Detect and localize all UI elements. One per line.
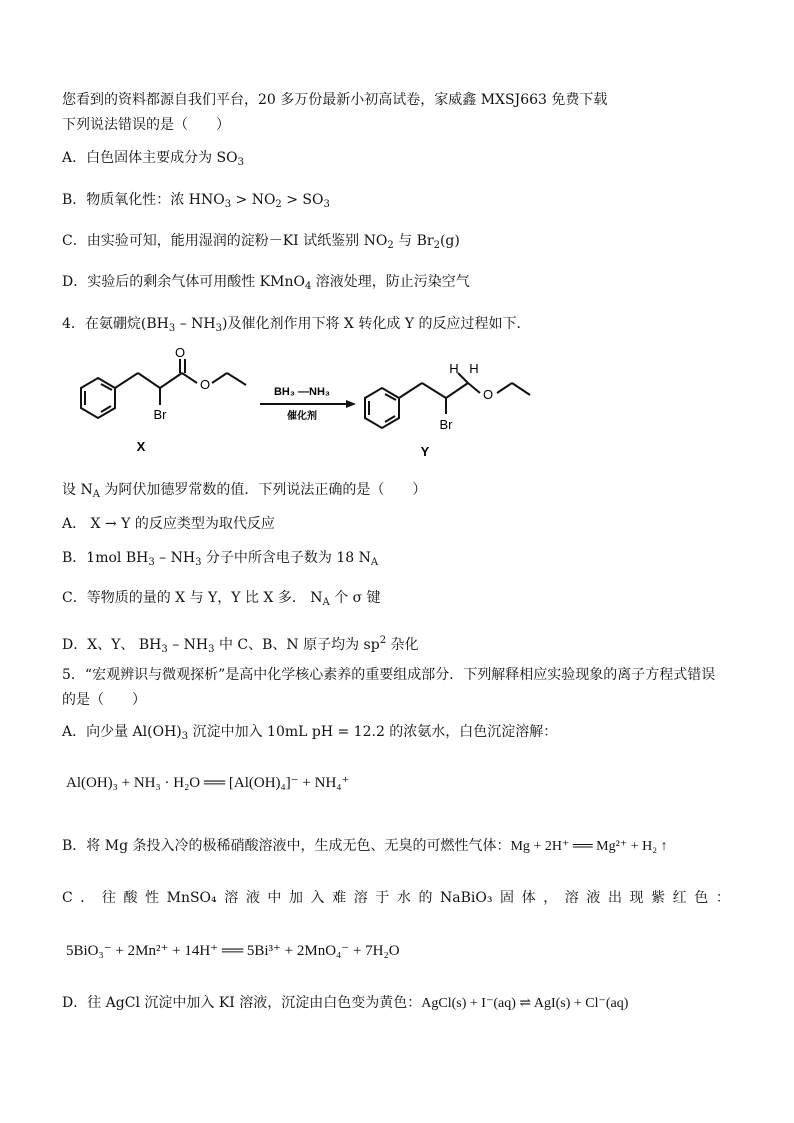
- y-br-label: Br: [439, 417, 453, 432]
- y-h-label-2: H: [469, 361, 479, 376]
- q5-option-c-word: 色: [694, 890, 709, 906]
- q5-option-c-equation: 5BiO₃⁻ + 2Mn²⁺ + 14H⁺ ══ 5Bi³⁺ + 2MnO₄⁻ + 7H₂O: [66, 943, 400, 959]
- q3-option-b: B．物质氧化性：浓 $HNO_3 > NO_2 > SO_3$: [62, 192, 330, 210]
- q5-option-a-equation: Al(OH)₃ + NH₃ · H₂O ══ [Al(OH)₄]⁻ + NH₄⁺: [66, 775, 350, 791]
- y-ether-o-label: O: [482, 387, 494, 402]
- q5-option-c-word: 往: [101, 890, 116, 906]
- q5-option-c-word: 红: [672, 890, 687, 906]
- q4-stem: 4．在氨硼烷$(BH_3 - NH_3)$及催化剂作用下将 X 转化成 Y 的反应过程如下．: [62, 316, 531, 334]
- reagent-label: BH₃ —NH₃: [273, 386, 331, 398]
- q5-option-c-word: ，: [543, 890, 558, 906]
- q5-option-c-word: 固: [500, 890, 515, 906]
- q5-option-c-word: 紫: [651, 890, 666, 906]
- q5-option-b: B．将 Mg 条投入冷的极稀硝酸溶液中，生成无色、无臭的可燃性气体：Mg + 2H⁺ ══ Mg²⁺ + H₂ ↑: [62, 838, 668, 854]
- q5-option-c-word: 难: [332, 890, 347, 906]
- q5-option-c-word: 溶: [224, 890, 239, 906]
- compound-x-label: X: [136, 439, 146, 454]
- compound-y-label: Y: [420, 444, 430, 459]
- q5-option-d-equation: AgCl(s) + I⁻(aq) ⇌ AgI(s) + Cl⁻(aq): [421, 996, 629, 1011]
- q5-option-c-word: ．: [80, 890, 95, 906]
- q5-option-c-word: 体: [521, 890, 536, 906]
- q5-option-c-word: 的: [418, 890, 433, 906]
- q3-stem: 下列说法错误的是（ ）: [62, 117, 230, 133]
- q5-stem-line2: 的是（ ）: [62, 692, 146, 708]
- q3-option-d: D．实验后的剩余气体可用酸性 KMnO$_4$ 溶液处理，防止污染空气: [62, 274, 470, 292]
- q5-stem-line1: 5．“宏观辨识与微观探析”是高中化学核心素养的重要组成部分．下列解释相应实验现象的离子方程式错误: [62, 667, 716, 683]
- catalyst-label: 催化剂: [287, 411, 317, 422]
- q5-option-c-word: 于: [375, 890, 390, 906]
- q4-option-c: C．等物质的量的 X 与 Y，Y 比 X 多． $N_A$ 个 σ 键: [62, 590, 381, 608]
- q5-option-c-word: 溶: [564, 890, 579, 906]
- reaction-scheme: [60, 345, 550, 465]
- q5-option-c-word: 入: [310, 890, 325, 906]
- q4-na-statement: 设 $N_A$ 为阿伏加德罗常数的值．下列说法正确的是（ ）: [62, 482, 427, 500]
- q5-option-c-word: 加: [288, 890, 303, 906]
- q5-option-c-word: 液: [245, 890, 260, 906]
- q3-option-a: A．白色固体主要成分为 $SO_3$: [62, 150, 245, 168]
- header-text: 您看到的资料都源自我们平台，20 多万份最新小初高试卷，家威鑫 MXSJ663 免费下载: [62, 92, 608, 108]
- q5-option-b-equation: Mg + 2H⁺ ══ Mg²⁺ + H₂ ↑: [510, 839, 668, 854]
- y-h-label-1: H: [449, 361, 459, 376]
- q3-option-c: C．由实验可知，能用湿润的淀粉－KI 试纸鉴别 $NO_2$ 与 $Br_2(g)$: [62, 233, 460, 251]
- x-carbonyl-o-label: O: [174, 345, 186, 360]
- q5-option-c-word: NaBiO₃: [440, 890, 493, 906]
- q5-option-c-word: 水: [396, 890, 411, 906]
- q4-option-b: B．1mol $BH_3 - NH_3$ 分子中所含电子数为 18 $N_A$: [62, 550, 379, 568]
- q5-option-c-word: 酸: [123, 890, 138, 906]
- q5-option-c-word: 现: [629, 890, 644, 906]
- q5-option-d: D．往 AgCl 沉淀中加入 KI 溶液，沉淀由白色变为黄色：AgCl(s) + I⁻(aq) ⇌ AgI(s) + Cl⁻(aq): [62, 995, 629, 1011]
- q4-option-d: D．X、Y、 $BH_3 - NH_3$ 中 C、B、N 原子均为 $sp^2$ 杂化: [62, 635, 419, 655]
- q5-option-c-word: 溶: [353, 890, 368, 906]
- q4-option-a: A． X → Y 的反应类型为取代反应: [62, 516, 275, 532]
- q5-option-c-word: ：: [715, 890, 730, 906]
- x-br-label: Br: [153, 407, 167, 422]
- q5-option-c-word: 性: [145, 890, 160, 906]
- q5-option-c-word: C: [62, 890, 73, 906]
- x-ester-o-label: O: [199, 377, 211, 392]
- q5-option-c-word: MnSO₄: [166, 890, 217, 906]
- q5-option-c-word: 中: [267, 890, 282, 906]
- q5-option-c-word: 出: [607, 890, 622, 906]
- q5-option-c: [62, 888, 730, 908]
- q5-option-a: A．向少量 $Al(OH)_3$ 沉淀中加入 10mL pH = 12.2 的浓氨水，白色沉淀溶解：: [62, 724, 558, 742]
- q5-option-c-word: 液: [586, 890, 601, 906]
